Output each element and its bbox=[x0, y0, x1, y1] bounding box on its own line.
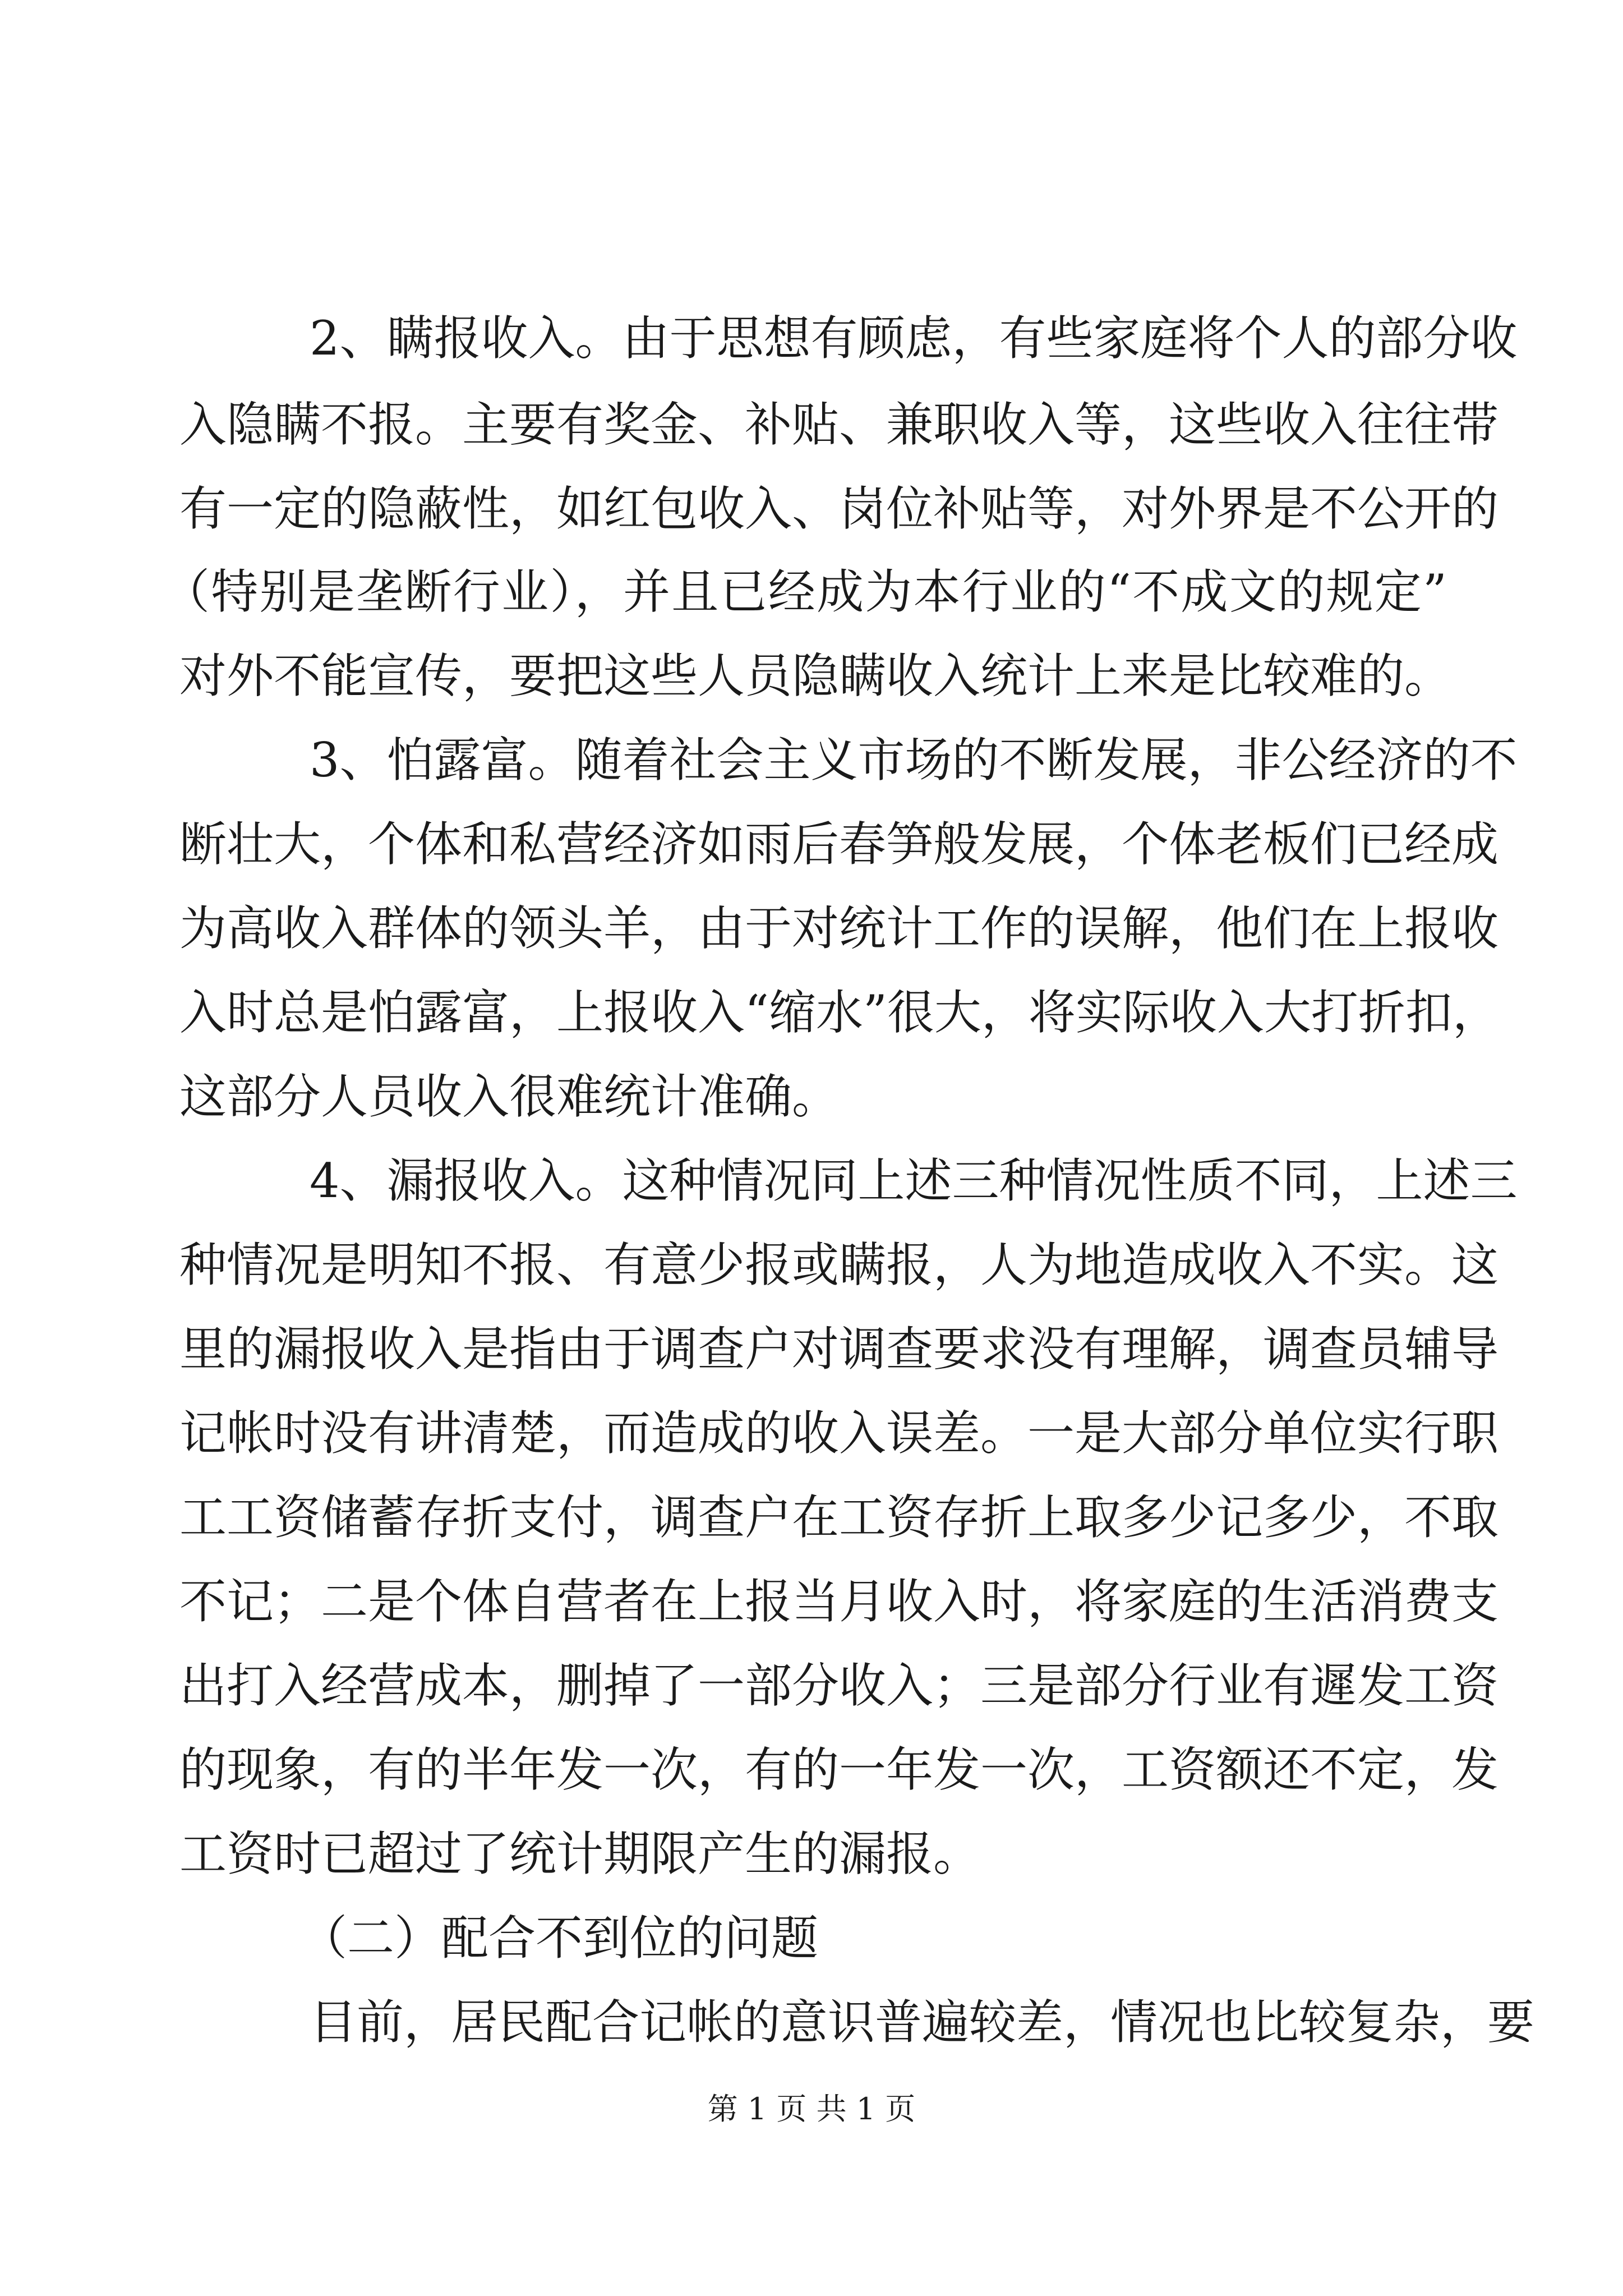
paragraph-line: （特别是垄断行业），并且已经成为本行业的“不成文的规定” bbox=[163, 564, 1449, 619]
paragraph-line: 种情况是明知不报、有意少报或瞒报，人为地造成收入不实。这 bbox=[179, 1237, 1499, 1292]
paragraph-line: 4、漏报收入。这种情况同上述三种情况性质不同，上述三 bbox=[310, 1153, 1518, 1208]
paragraph-line: 记帐时没有讲清楚，而造成的收入误差。一是大部分单位实行职 bbox=[179, 1406, 1499, 1461]
paragraph-line: 不记；二是个体自营者在上报当月收入时，将家庭的生活消费支 bbox=[179, 1574, 1499, 1629]
paragraph-line: 3、怕露富。随着社会主义市场的不断发展，非公经济的不 bbox=[310, 733, 1518, 788]
paragraph-line: 入时总是怕露富，上报收入“缩水”很大，将实际收入大打折扣， bbox=[179, 985, 1500, 1040]
paragraph-line: 工资时已超过了统计期限产生的漏报。 bbox=[179, 1826, 981, 1881]
paragraph-line: 的现象，有的半年发一次，有的一年发一次，工资额还不定，发 bbox=[179, 1742, 1499, 1797]
page-footer: 第 1 页 共 1 页 bbox=[707, 2091, 916, 2127]
paragraph-line: 对外不能宣传，要把这些人员隐瞒收入统计上来是比较难的。 bbox=[179, 648, 1452, 703]
paragraph-line: 这部分人员收入很难统计准确。 bbox=[179, 1069, 840, 1124]
paragraph-line: 2、瞒报收入。由于思想有顾虑，有些家庭将个人的部分收 bbox=[310, 311, 1518, 366]
paragraph-line: 有一定的隐蔽性，如红包收入、岗位补贴等，对外界是不公开的 bbox=[179, 481, 1499, 536]
paragraph-line: 断壮大，个体和私营经济如雨后春笋般发展，个体老板们已经成 bbox=[179, 817, 1499, 872]
paragraph-line: 为高收入群体的领头羊，由于对统计工作的误解，他们在上报收 bbox=[179, 901, 1499, 956]
paragraph-line: 工工资储蓄存折支付，调查户在工资存折上取多少记多少，不取 bbox=[179, 1490, 1499, 1545]
section-heading: （二）配合不到位的问题 bbox=[300, 1911, 819, 1966]
paragraph-line: 出打入经营成本，删掉了一部分收入；三是部分行业有遲发工资 bbox=[179, 1658, 1499, 1713]
paragraph-line: 里的漏报收入是指由于调查户对调查要求没有理解，调查员辅导 bbox=[179, 1322, 1499, 1377]
paragraph-line: 入隐瞒不报。主要有奖金、补贴、兼职收入等，这些收入往往带 bbox=[179, 397, 1499, 452]
paragraph-line: 目前，居民配合记帐的意识普遍较差，情况也比较复杂，要 bbox=[310, 1995, 1535, 2050]
